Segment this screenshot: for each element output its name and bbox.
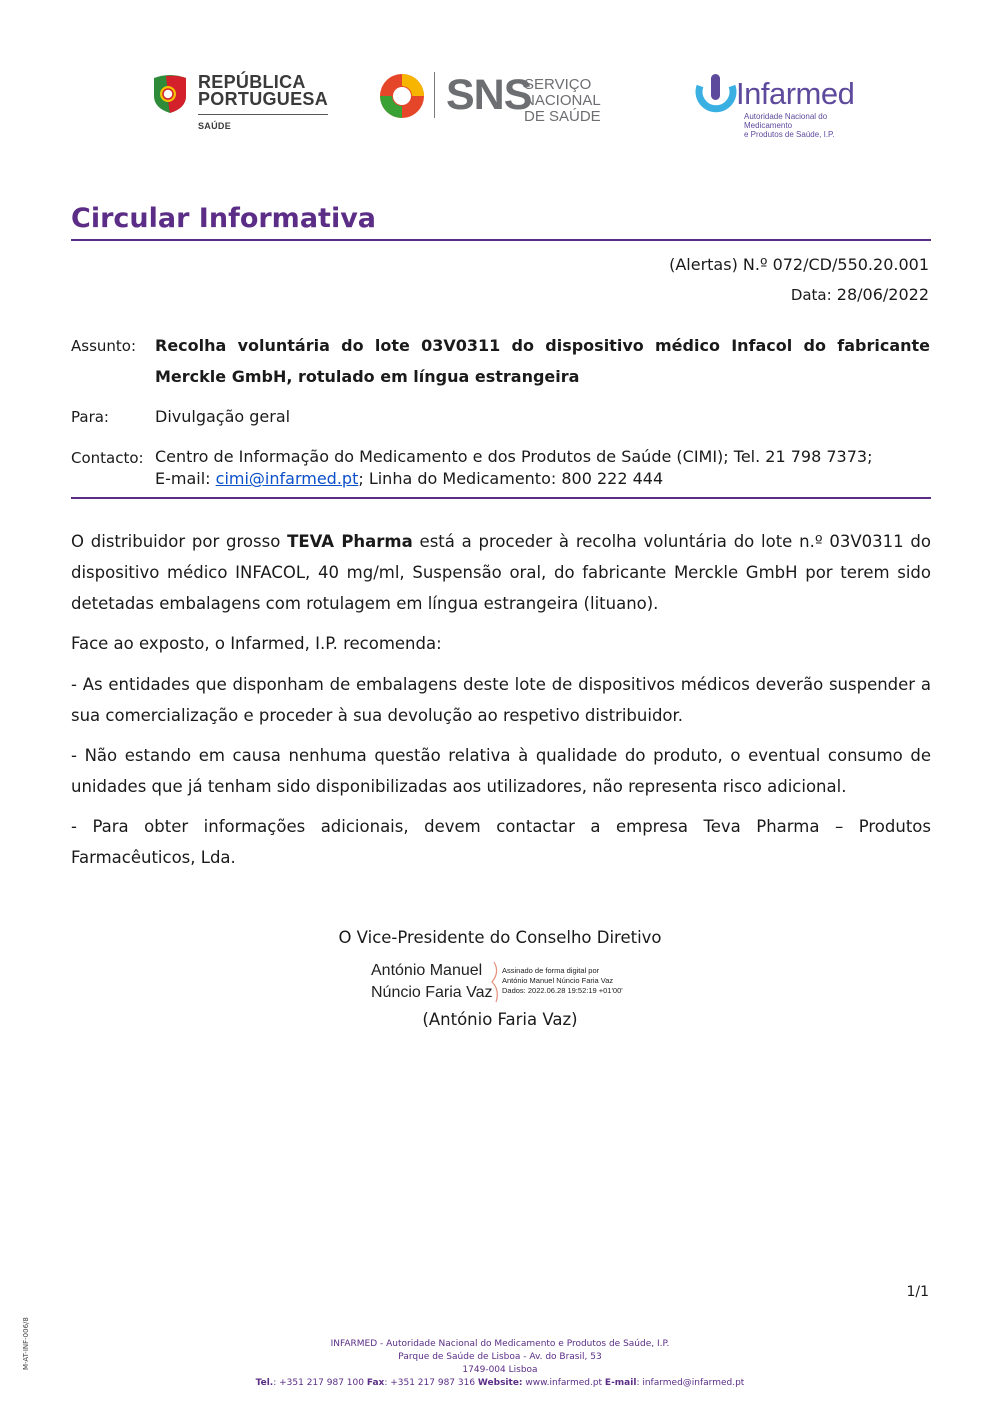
- infarmed-subtitle: Autoridade Nacional do Medicamento e Produtos de Saúde, I.P.: [744, 112, 835, 139]
- infarmed-logo: [694, 72, 874, 139]
- para-value: Divulgação geral: [155, 407, 291, 426]
- contacto-label: Contacto:: [71, 449, 144, 467]
- divider: [434, 72, 435, 118]
- sns-emblem-icon: [378, 72, 426, 120]
- signatory-role: O Vice-Presidente do Conselho Diretivo: [338, 928, 662, 947]
- recommendation-3: - Para obter informações adicionais, devem contactar a empresa Teva Pharma – Produtos Farmacêuticos, Lda.: [71, 817, 931, 867]
- document-date: [791, 285, 929, 304]
- header-divider: [71, 497, 931, 499]
- infarmed-wordmark: Infarmed: [736, 76, 855, 111]
- reference-number: (Alertas) N.º 072/CD/550.20.001: [669, 255, 929, 274]
- body-paragraph-1: O distribuidor por grosso TEVA Pharma está a proceder à recolha voluntária do lote n.º 03V0311 do dispositivo médico INFACOL, 40 mg/ml, Suspensão oral, do fabricante Merckle GmbH por terem sido detetadas embalagens com rotulagem em língua estrangeira (lituano).: [71, 532, 931, 613]
- title-divider: [71, 239, 931, 241]
- cimi-email-link[interactable]: cimi@infarmed.pt: [215, 469, 359, 488]
- page-number: 1/1: [906, 1284, 929, 1300]
- infarmed-emblem-icon: [694, 72, 738, 118]
- company-name: TEVA Pharma: [287, 532, 413, 551]
- saude-label: SAÚDE: [198, 121, 232, 131]
- footer-contacts: Tel.: +351 217 987 100 Fax: +351 217 987 316 Website: www.infarmed.pt E-mail: infarmed@infarmed.pt: [255, 1378, 745, 1388]
- sns-acronym: SNS: [446, 71, 532, 119]
- footer-postal: 1749-004 Lisboa: [462, 1365, 538, 1375]
- digital-signature-name: António Manuel Núncio Faria Vaz: [371, 962, 493, 1001]
- date-value: 28/06/2022: [836, 285, 929, 304]
- footer-org: INFARMED - Autoridade Nacional do Medicamento e Produtos de Saúde, I.P.: [330, 1339, 670, 1349]
- footer-address: Parque de Saúde de Lisboa - Av. do Brasil, 53: [398, 1352, 602, 1362]
- assunto-label: Assunto:: [71, 337, 137, 355]
- republica-portuguesa-logo: [152, 72, 332, 136]
- sns-logo: [378, 70, 658, 125]
- portuguese-shield-icon: [152, 74, 188, 114]
- recommendation-1: - As entidades que disponham de embalagens deste lote de dispositivos médicos deverão suspender a sua comercialização e proceder à sua devolução ao respetivo distribuidor.: [71, 675, 931, 725]
- form-code: M-AT-INF-006/8: [22, 1317, 30, 1370]
- date-label: Data:: [790, 286, 832, 304]
- sns-full-name: SERVIÇO NACIONAL DE SAÚDE: [524, 76, 601, 125]
- body-paragraph-2: Face ao exposto, o Infarmed, I.P. recomenda:: [71, 634, 442, 653]
- footer-website[interactable]: www.infarmed.pt: [522, 1378, 605, 1388]
- assunto-value: Recolha voluntária do lote 03V0311 do dispositivo médico Infacol do fabricante Merckle GmbH, rotulado em língua estrangeira: [155, 336, 930, 386]
- divider: [198, 114, 328, 115]
- contacto-value: Centro de Informação do Medicamento e dos Produtos de Saúde (CIMI); Tel. 21 798 7373; E-mail: cimi@infarmed.pt; Linha do Medicamento: 800 222 444: [155, 447, 873, 488]
- document-title: Circular Informativa: [71, 203, 377, 234]
- digital-signature-details: Assinado de forma digital por António Manuel Núncio Faria Vaz Dados: 2022.06.28 19:52:19 +01'00': [502, 966, 623, 995]
- footer-email[interactable]: : infarmed@infarmed.pt: [636, 1378, 745, 1388]
- recommendation-2: - Não estando em causa nenhuma questão relativa à qualidade do produto, o eventual consumo de unidades que já tenham sido disponibilizadas aos utilizadores, não representa risco adicional.: [71, 746, 931, 796]
- republica-portuguesa-text: REPÚBLICA PORTUGUESA: [198, 72, 329, 109]
- signatory-name: (António Faria Vaz): [422, 1010, 578, 1029]
- para-label: Para:: [71, 408, 109, 426]
